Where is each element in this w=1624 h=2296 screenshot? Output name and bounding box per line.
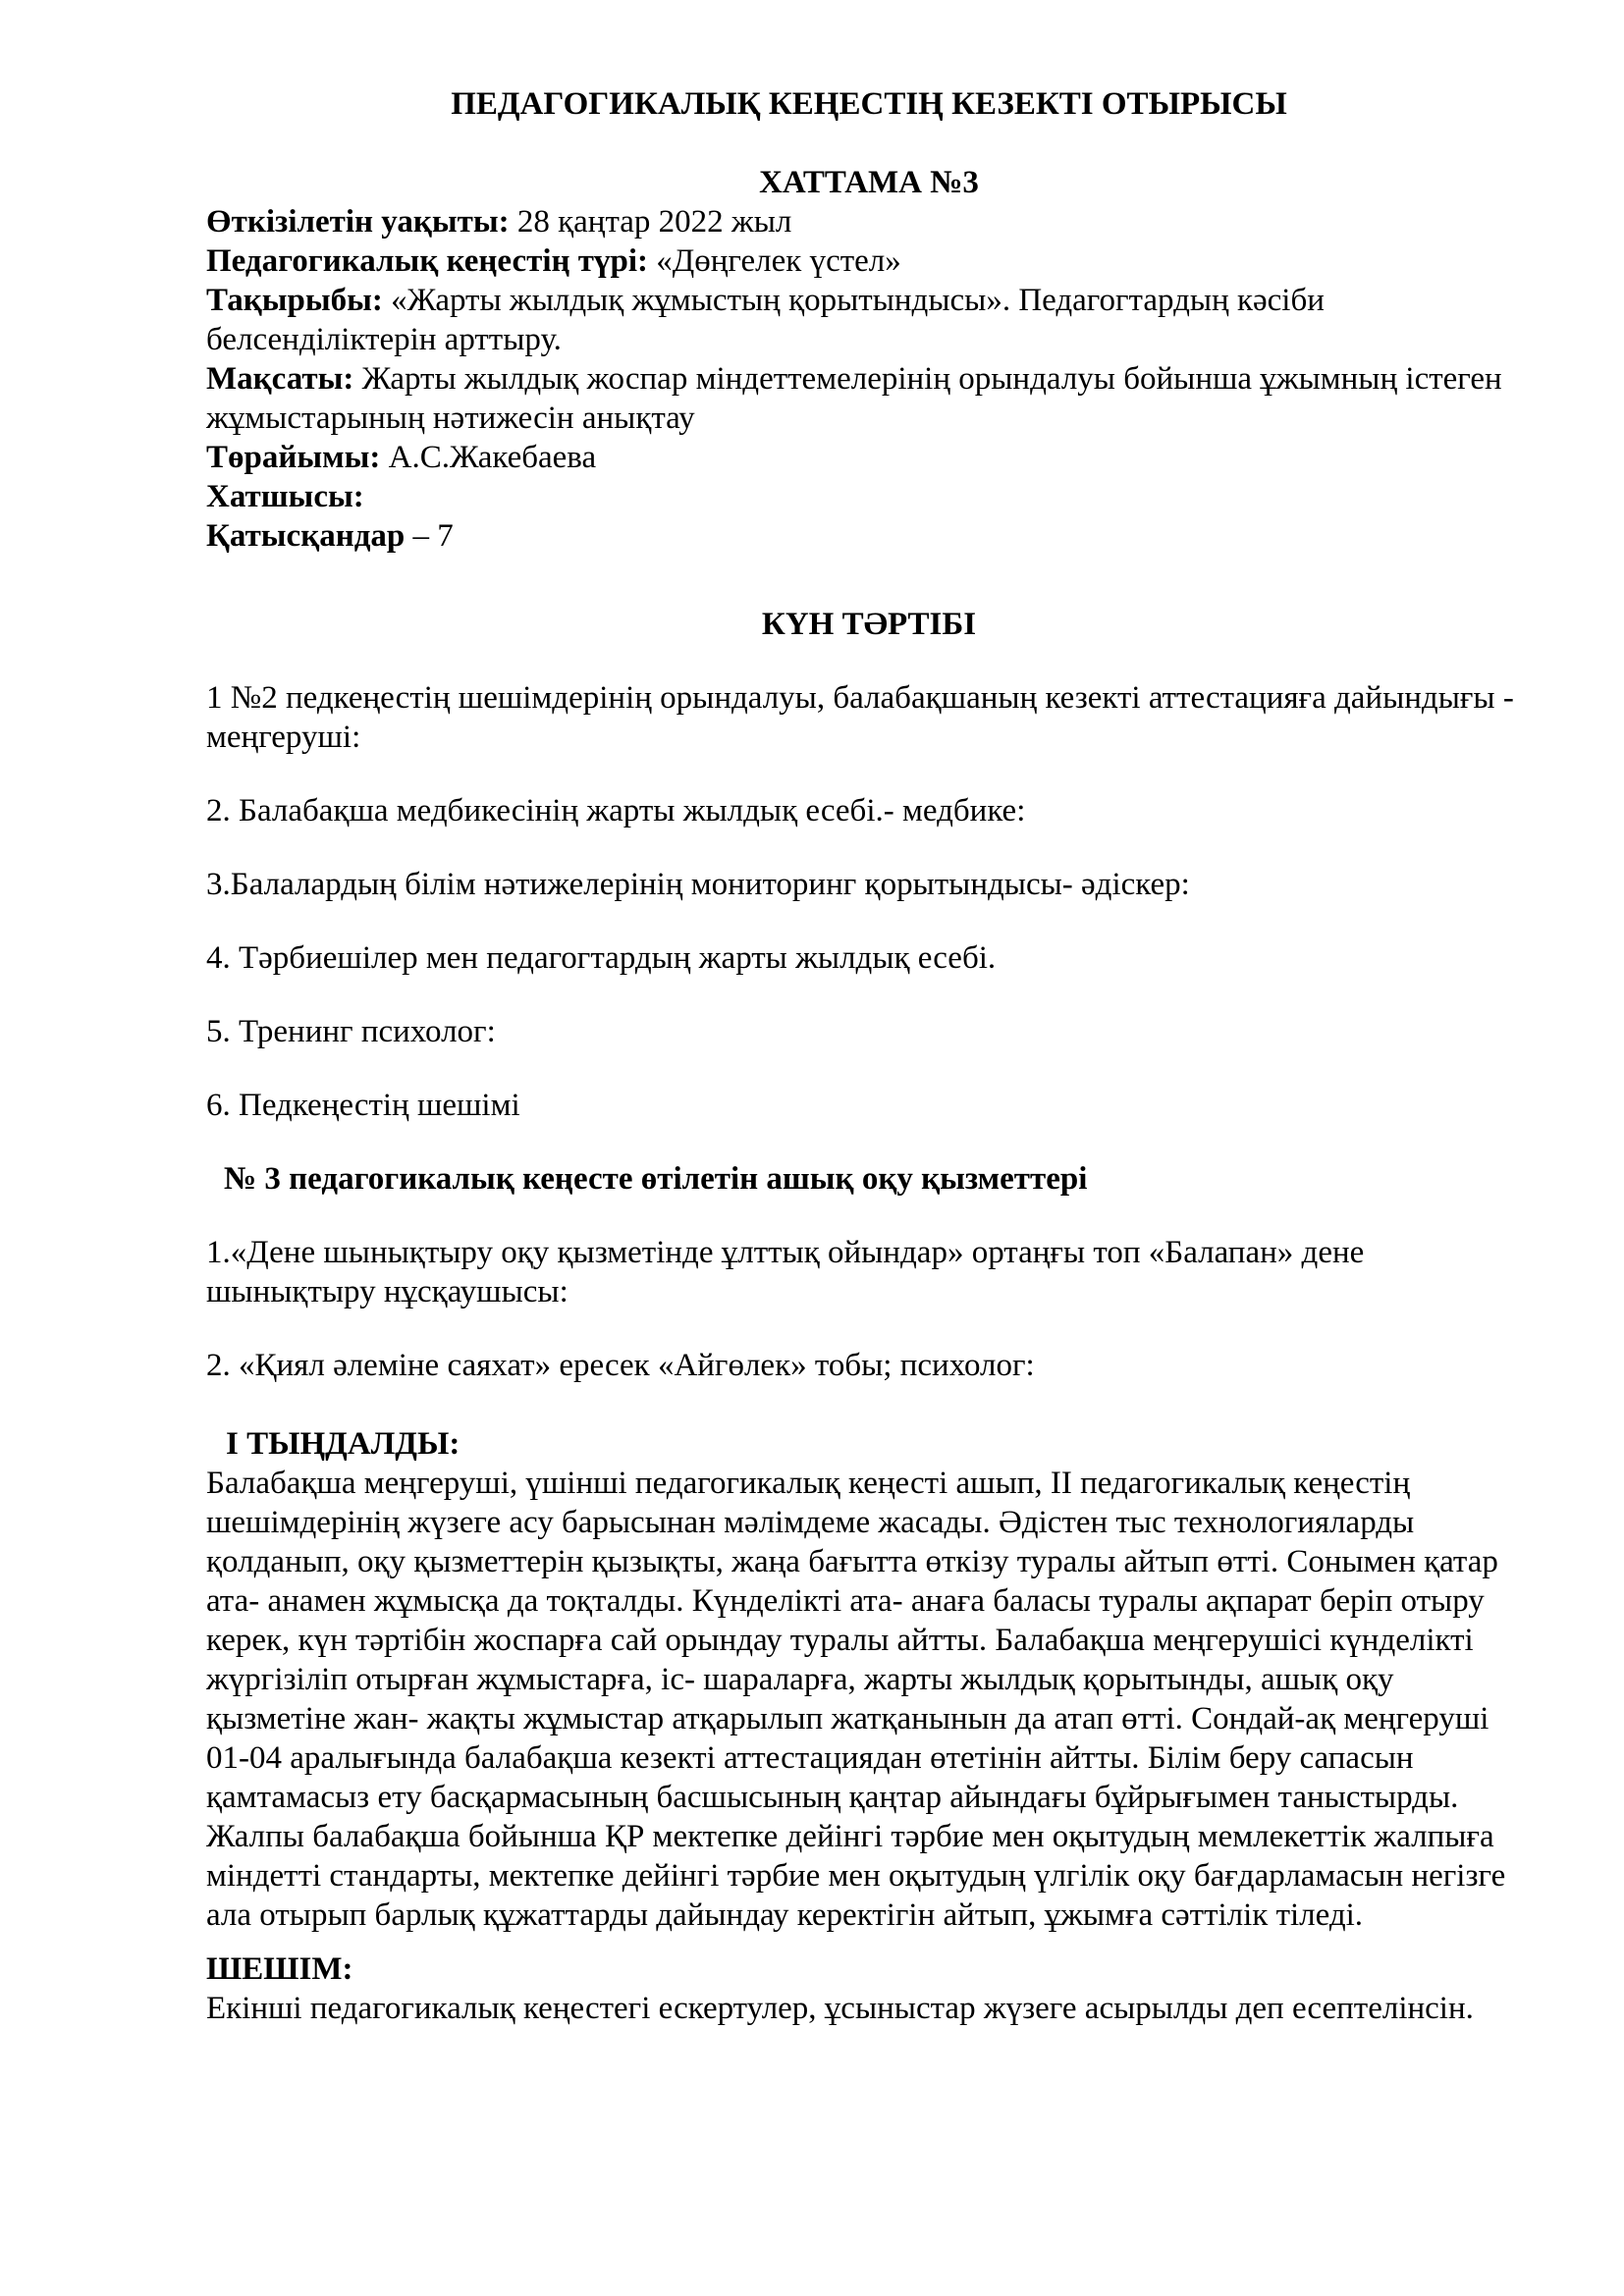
meta-label: Тақырыбы: (206, 283, 383, 318)
meta-value: 28 қаңтар 2022 жыл (509, 204, 792, 240)
decision-section-heading: ШЕШІМ: (206, 1951, 353, 1987)
meta-label: Педагогикалық кеңестің түрі: (206, 243, 648, 279)
protocol-number: ХАТТАМА №3 (759, 165, 979, 200)
meta-value: – 7 (405, 518, 454, 554)
agenda-item-6: 6. Педкеңестің шешімі (206, 1088, 520, 1123)
meta-label: Қатысқандар (206, 518, 406, 554)
open-lesson-item-1: 1.«Дене шынықтыру оқу қызметінде ұлттық ойындар» ортаңғы топ «Балапан» дене шынықтыру нұсқаушысы: (206, 1235, 1365, 1309)
meta-value: «Дөңгелек үстел» (648, 243, 901, 279)
meta-label: Өткізілетін уақыты: (206, 204, 510, 240)
agenda-item-2: 2. Балабақша медбикесінің жарты жылдық есебі.- медбике: (206, 793, 1026, 828)
meta-line-chair (206, 438, 1532, 477)
decision-section-body: Екінші педагогикалық кеңестегі ескертулер, ұсыныстар жүзеге асырылды деп есептелінсін. (206, 1991, 1474, 2026)
agenda-item-4: 4. Тәрбиешілер мен педагогтардың жарты жылдық есебі. (206, 940, 997, 976)
meta-label: Мақсаты: (206, 361, 354, 397)
open-lessons-heading: № 3 педагогикалық кеңесте өтілетін ашық оқу қызметтері (224, 1161, 1088, 1197)
meta-value: А.С.Жакебаева (380, 440, 597, 475)
heard-section-body: Балабақша меңгеруші, үшінші педагогикалық кеңесті ашып, ІІ педагогикалық кеңестің шешімдерінің жүзеге асу барысынан мәлімдеме жасады. Әдістен тыс технологияларды қолданып, оқу қызметтерін қызықты, жаңа бағытта өткізу туралы айтып өтті. Сонымен қатар ата- анамен жұмысқа да тоқталды. Күнделікті ата- анаға баласы туралы ақпарат беріп отыру керек, күн тәртібін жоспарға сай орындау туралы айтты. Балабақша меңгерушісі күнделікті жүргізіліп отырған жұмыстарға, іс- шараларға, жарты жылдық қорытынды, ашық оқу қызметіне жан- жақты жұмыстар атқарылып жатқанынын да атап өтті. Сондай-ақ меңгеруші 01-04 аралығында балабақша кезекті аттестациядан өтетінін айтты. Білім беру сапасын қамтамасыз ету басқармасының басшысының қаңтар айындағы бұйрығымен таныстырды. Жалпы балабақша бойынша ҚР мектепке дейінгі тәрбие мен оқытудың мемлекеттік жалпыға міндетті стандарты, мектепке дейінгі тәрбие мен оқытудың үлгілік оқу бағдарламасын негізге ала отырып барлық құжаттарды дайындау керектігін айтып, ұжымға сәттілік тіледі. (206, 1466, 1506, 1933)
meta-line-secretary (206, 477, 1532, 516)
meta-line-topic (206, 281, 1532, 359)
open-lesson-item-2: 2. «Қиял әлеміне саяхат» ересек «Айгөлек» тобы; психолог: (206, 1348, 1035, 1383)
meta-line-participants (206, 516, 1532, 556)
heard-section-heading: І ТЫҢДАЛДЫ: (226, 1426, 460, 1462)
meta-label: Төрайымы: (206, 440, 381, 475)
meta-value: «Жарты жылдық жұмыстың қорытындысы». Педагогтардың кәсіби белсенділіктерін арттыру. (206, 283, 1325, 357)
meta-line-time (206, 202, 1532, 241)
agenda-item-1: 1 №2 педкеңестің шешімдерінің орындалуы, балабақшаның кезекті аттестацияға дайындығы - меңгеруші: (206, 680, 1514, 755)
spacer (206, 124, 1532, 163)
meta-line-goal (206, 359, 1532, 438)
meta-line-type (206, 241, 1532, 281)
agenda-item-3: 3.Балалардың білім нәтижелерінің мониторинг қорытындысы- әдіскер: (206, 867, 1190, 902)
meta-value: Жарты жылдық жоспар міндеттемелерінің орындалуы бойынша ұжымның істеген жұмыстарының нәтижесін анықтау (206, 361, 1502, 436)
document-title: ПЕДАГОГИКАЛЫҚ КЕҢЕСТІҢ КЕЗЕКТІ ОТЫРЫСЫ (451, 86, 1287, 122)
agenda-item-5: 5. Тренинг психолог: (206, 1014, 496, 1049)
agenda-heading: КҮН ТӘРТІБІ (761, 607, 977, 642)
meta-label: Хатшысы: (206, 479, 364, 514)
